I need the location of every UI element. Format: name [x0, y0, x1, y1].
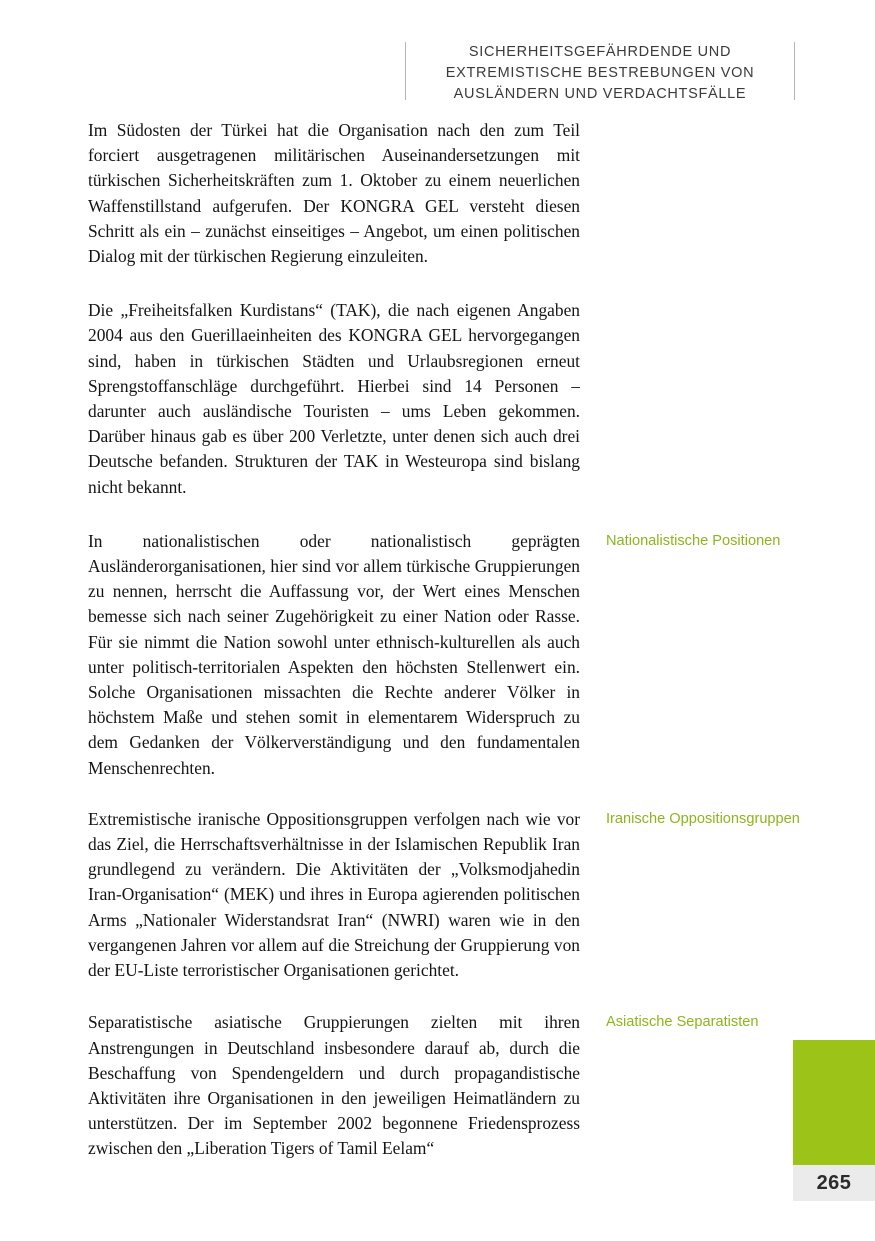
header-line-3: AUSLÄNDERN UND VERDACHTSFÄLLE	[453, 86, 747, 102]
margin-note-iranische-oppositionsgruppen: Iranische Oppositionsgruppen	[606, 810, 800, 827]
header-line-1: SICHERHEITSGEFÄHRDENDE UND	[468, 44, 732, 60]
margin-note-nationalistische-positionen: Nationalistische Positionen	[606, 532, 781, 549]
body-paragraph	[88, 118, 580, 269]
paragraph-text: Extremistische iranische Oppositionsgruppen verfolgen nach wie vor das Ziel, die Herrschaftsverhältnisse in der Islamischen Republik Iran grundlegend zu verändern. Die Aktivitäten der „Volksmodjahedin Iran-Organisation“ (MEK) und ihres in Europa agierenden politischen Arms „Nationaler Widerstandsrat Iran“ (NWRI) waren wie in den vergangenen Jahren vor allem auf die Streichung der Gruppierung von der EU-Liste terroristischer Organisationen gerichtet.	[88, 808, 580, 981]
page-accent-tab	[793, 1040, 875, 1165]
body-paragraph	[88, 1010, 580, 1161]
page-number-box	[793, 1165, 875, 1201]
paragraph-text: Die „Freiheitsfalken Kurdistans“ (TAK), die nach eigenen Angaben 2004 aus den Guerillaeinheiten des KONGRA GEL hervorgegangen sind, haben in türkischen Städten und Urlaubsregionen erneut Sprengstoffanschläge durchgeführt. Hierbei sind 14 Personen – darunter auch ausländische Touristen – ums Leben gekommen. Darüber hinaus gab es über 200 Verletzte, unter denen sich auch drei Deutsche befanden. Strukturen der TAK in Westeuropa sind bislang nicht bekannt.	[88, 300, 580, 497]
text-block	[88, 807, 800, 983]
page-number: 265	[816, 1171, 852, 1194]
text-block	[88, 1010, 788, 1161]
text-block	[88, 298, 788, 500]
body-paragraph	[88, 529, 580, 781]
margin-note-asiatische-separatisten: Asiatische Separatisten	[606, 1014, 759, 1031]
header-title	[435, 42, 765, 105]
body-paragraph	[88, 807, 580, 983]
paragraph-text: Im Südosten der Türkei hat die Organisation nach den zum Teil forciert ausgetragenen militärischen Auseinandersetzungen mit türkischen Sicherheitskräften zum 1. Oktober zu einem neuerlichen Waffenstillstand aufgerufen. Der KONGRA GEL versteht diesen Schritt als ein – zunächst einseitiges – Angebot, um einen politischen Dialog mit der türkischen Regierung einzuleiten.	[88, 120, 580, 267]
body-paragraph	[88, 298, 580, 500]
text-block	[88, 529, 788, 781]
page-content	[88, 118, 800, 1188]
paragraph-text: Separatistische asiatische Gruppierungen zielten mit ihren Anstrengungen in Deutschland insbesondere darauf ab, durch die Beschaffung von Spendengeldern und durch propagandistische Aktivitäten ihre Organisationen in den jeweiligen Heimatländern zu unterstützen. Der im September 2002 begonnene Friedensprozess zwischen den „Liberation Tigers of Tamil Eelam“	[88, 1012, 580, 1159]
text-block	[88, 118, 788, 269]
page-header	[405, 42, 795, 100]
header-line-2: EXTREMISTISCHE BESTREBUNGEN VON	[445, 65, 755, 81]
paragraph-text: In nationalistischen oder nationalistisch geprägten Ausländerorganisationen, hier sind vor allem türkische Gruppierungen zu nennen, herrscht die Auffassung vor, der Wert eines Menschen bemesse sich nach seiner Zugehörigkeit zu einer Nation oder Rasse. Für sie nimmt die Nation sowohl unter ethnisch-kulturellen als auch unter politisch-territorialen Aspekten den höchsten Stellenwert ein. Solche Organisationen missachten die Rechte anderer Völker in höchstem Maße und stehen somit in elementarem Widerspruch zu dem Gedanken der Völkerverständigung und den fundamentalen Menschenrechten.	[88, 530, 580, 778]
